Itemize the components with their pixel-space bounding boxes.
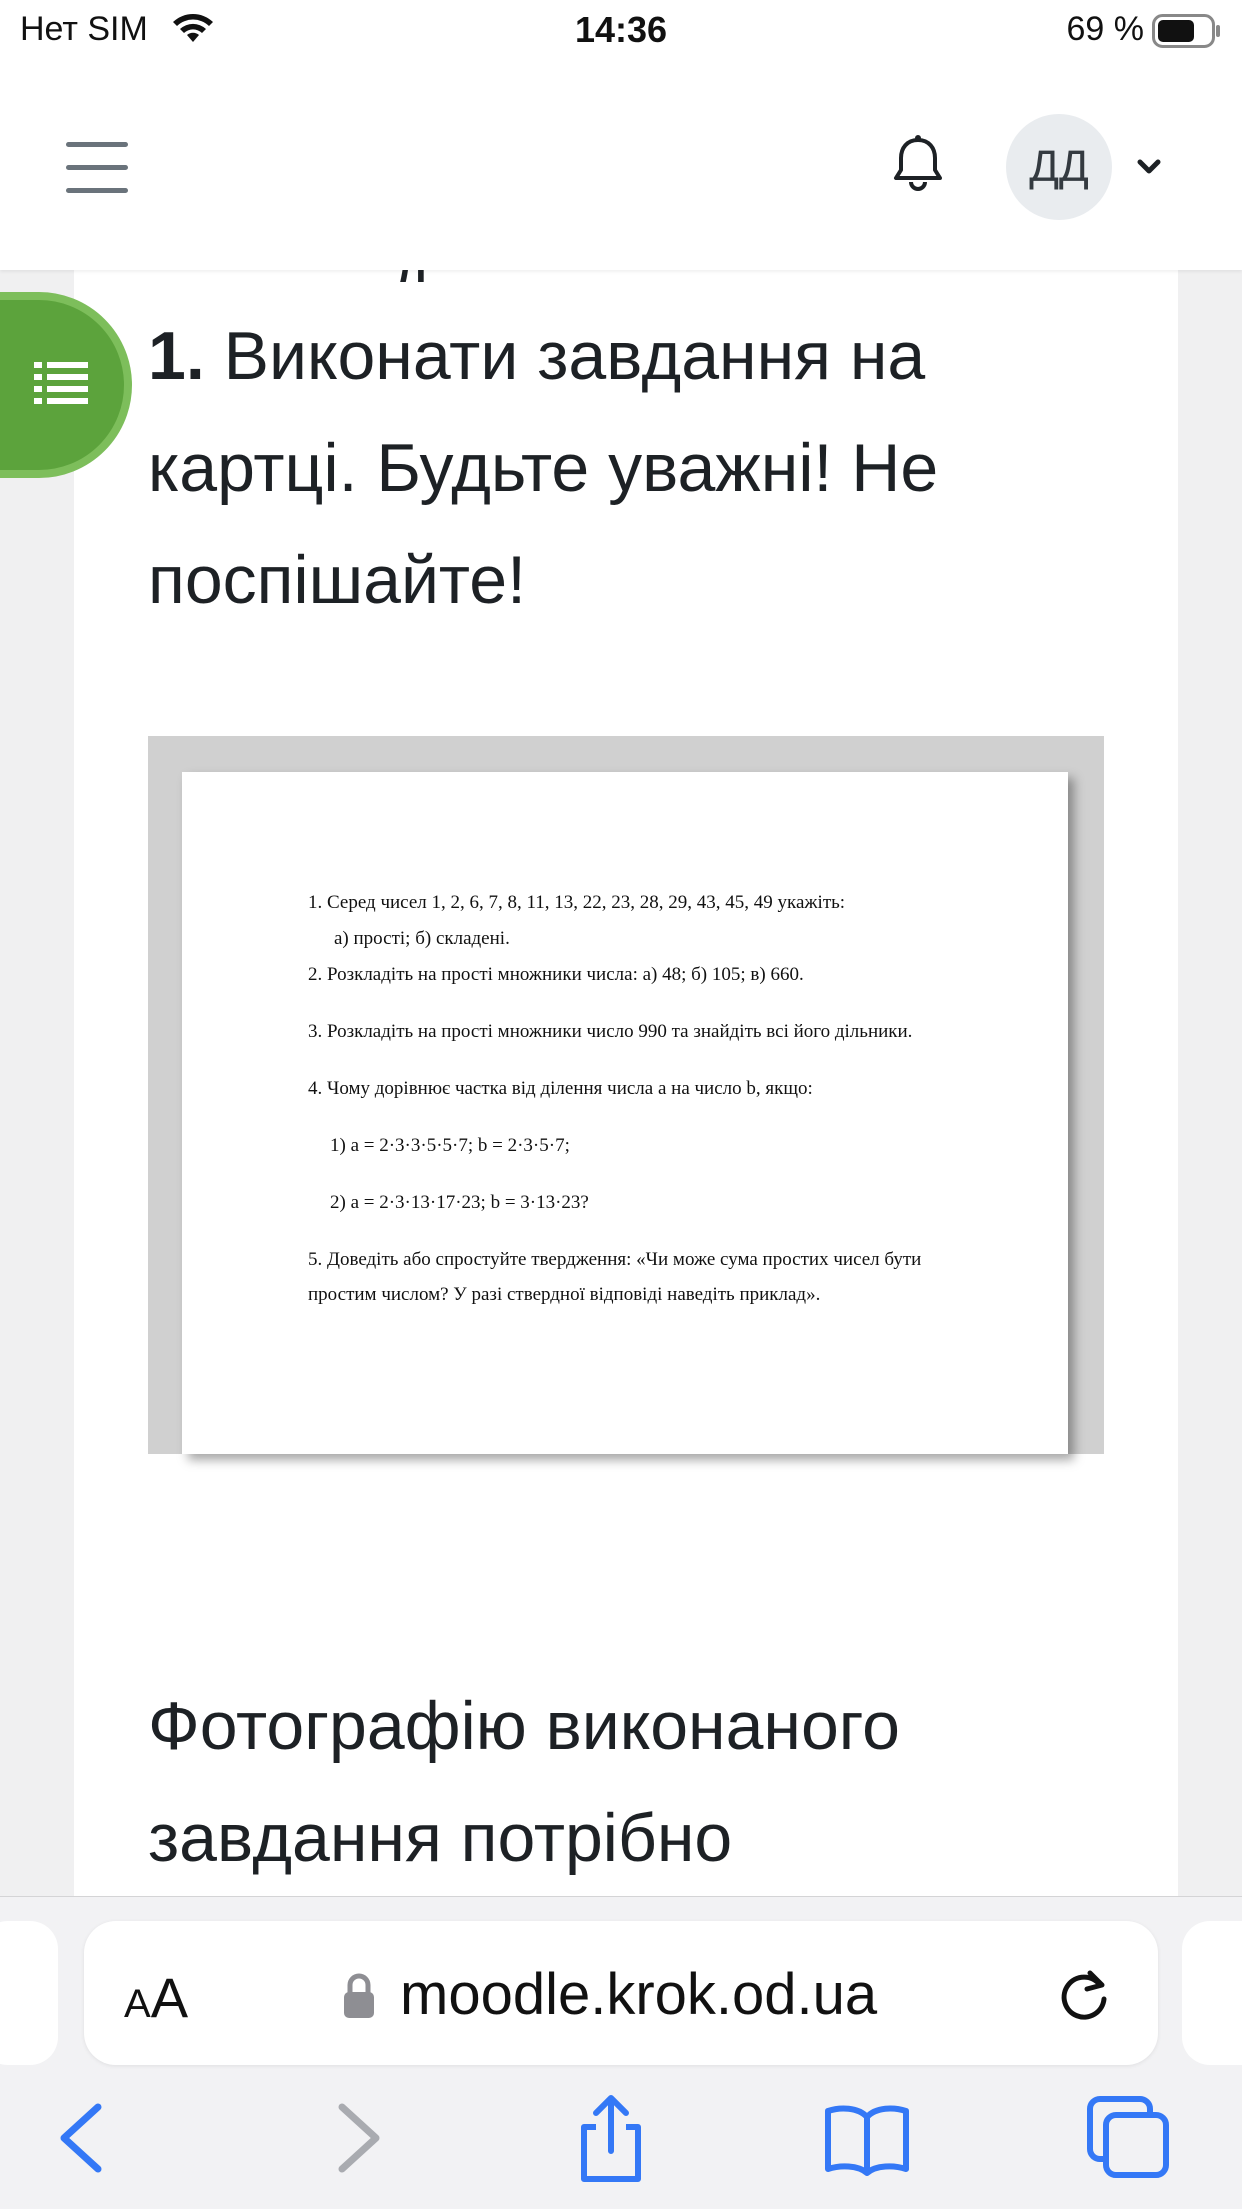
- task-card-line: простим числом? У разі ствердної відповіді наведіть приклад».: [308, 1284, 821, 1305]
- bookmarks-icon[interactable]: [822, 2093, 912, 2183]
- task-card-paper: [182, 772, 1068, 1454]
- list-icon: [34, 362, 88, 404]
- safari-toolbar: [0, 1896, 1242, 2209]
- task-card-image[interactable]: [148, 736, 1104, 1454]
- share-icon[interactable]: [566, 2093, 656, 2183]
- back-icon[interactable]: [40, 2093, 130, 2183]
- task-text: Виконати завдання на картці. Будьте уважні! Не поспішайте!: [148, 318, 939, 618]
- lock-icon: [342, 1973, 376, 2024]
- carrier-label: Нет SIM: [20, 10, 148, 48]
- moodle-navbar: [0, 64, 1242, 270]
- text-size-button[interactable]: AA: [124, 1966, 189, 2029]
- task-card-line: а) прості; б) складені.: [334, 928, 510, 949]
- chevron-down-icon[interactable]: [1134, 152, 1164, 187]
- task-number: 1.: [148, 318, 205, 394]
- avatar[interactable]: ДД: [1006, 114, 1112, 220]
- tabs-icon[interactable]: [1084, 2093, 1174, 2183]
- task-card-line: 5. Доведіть або спростуйте твердження: «Чи може сума простих чисел бути: [308, 1249, 922, 1270]
- url-text[interactable]: moodle.krok.od.ua: [400, 1962, 878, 2027]
- status-bar: [0, 0, 1242, 64]
- photo-instruction-heading: Фотографію виконаного завдання потрібно: [148, 1688, 900, 1876]
- task-heading: [148, 300, 1048, 636]
- bell-icon[interactable]: [890, 134, 946, 199]
- forward-icon[interactable]: [310, 2093, 400, 2183]
- previous-tab-preview[interactable]: [0, 1921, 58, 2065]
- task-card-line: 1. Серед чисел 1, 2, 6, 7, 8, 11, 13, 22, 23, 28, 29, 43, 45, 49 укажіть:: [308, 892, 846, 913]
- address-bar[interactable]: [84, 1921, 1158, 2065]
- task-card-line: 1) a = 2·3·3·5·5·7; b = 2·3·5·7;: [330, 1135, 570, 1156]
- task-card-line: 3. Розкладіть на прості множники число 990 та знайдіть всі його дільники.: [308, 1021, 913, 1042]
- task-card-line: 4. Чому дорівнює частка від ділення числа a на число b, якщо:: [308, 1078, 813, 1099]
- task-card-line: 2) a = 2·3·13·17·23; b = 3·13·23?: [330, 1192, 589, 1213]
- hamburger-icon[interactable]: [66, 142, 128, 194]
- task-card-line: 2. Розкладіть на прості множники числа: а) 48; б) 105; в) 660.: [308, 964, 804, 985]
- battery-percent: 69 %: [1066, 10, 1144, 48]
- clock: 14:36: [574, 9, 668, 50]
- battery-icon: [1152, 14, 1222, 53]
- next-tab-preview[interactable]: [1182, 1921, 1242, 2065]
- reload-icon[interactable]: [1054, 1965, 1114, 2030]
